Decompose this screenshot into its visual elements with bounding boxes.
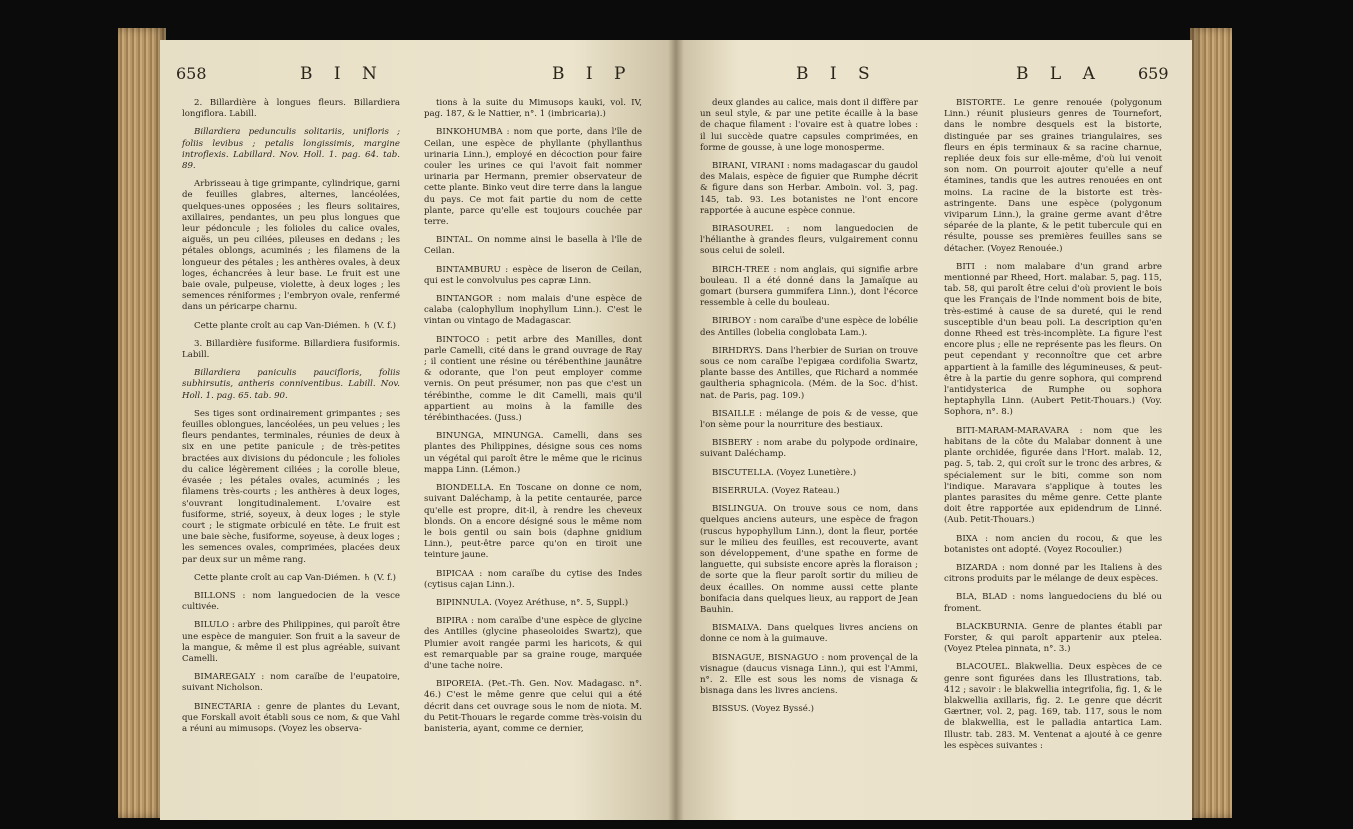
page-number: 659 (1138, 64, 1169, 83)
entry-paragraph: BIRIBOY : nom caraïbe d'une espèce de lobélie des Antilles (lobelia conglobata Lam.). (700, 316, 918, 338)
entry-paragraph: BINECTARIA : genre de plantes du Levant, que Forskall avoit établi sous ce nom, & que Vahl a réuni au mimusops. (Voyez les observa- (182, 701, 400, 734)
entry-paragraph: BITI-MARAM-MARAVARA : nom que les habitans de la côte du Malabar donnent à une plante orchidée, figurée dans l'Hort. malab. 12, pag. 5, tab. 2, qui croît sur le tronc des arbres, & spécialement sur le biti, comme son nom l'indique. Maravara s'applique à toutes les plantes parasites du même genre. Cette plante doit être rapportée aux epidendrum de Linné. (Aub. Petit-Thouars.) (944, 425, 1162, 526)
entry-paragraph: BISBERY : nom arabe du polypode ordinaire, suivant Daléchamp. (700, 438, 918, 460)
entry-paragraph: BIRCH-TREE : nom anglais, qui signifie arbre bouleau. Il a été donné dans la Jamaïque au gomart (bursera gummifera Linn.), dont l'écorce ressemble à celle du bouleau. (700, 264, 918, 309)
text-column (700, 98, 918, 723)
text-column (424, 98, 642, 742)
entry-paragraph: Arbrisseau à tige grimpante, cylindrique, garni de feuilles glabres, alternes, lancéolées, quelques-unes opposées ; les fleurs solitaires, axillaires, pendantes, un peu plus longues que leur pédoncule ; les folioles du calice ovales, aiguës, un peu ciliées, pileuses en dedans ; les pétales oblongs, acuminés ; les filamens de la longueur des pétales ; les anthères ovales, à deux loges, échancrées à leur base. Le fruit est une baie ovale, pulpeuse, violette, à deux loges ; les semences réniformes ; l'embryon ovale, renfermé dans un péricarpe charnu. (182, 179, 400, 313)
entry-paragraph: BIRANI, VIRANI : noms madagascar du gaudol des Malais, espèce de figuier que Rumphe décrit & figure dans son Herbar. Amboin. vol. 3, pag. 145, tab. 93. Les botanistes ne l'ont encore rapportée à aucune espèce connue. (700, 161, 918, 216)
entry-paragraph: BISTORTE. Le genre renouée (polygonum Linn.) réunit plusieurs genres de Tournefort, dans le nombre desquels est la bistorte, distinguée par ses graines triangulaires, ses fleurs en épis terminaux & sa racine charnue, repliée deux fois sur elle-même, d'où lui venoit son nom. On pourroit ajouter qu'elle a neuf étamines, tandis que les autres renouées en ont moins. La racine de la bistorte est très-astringente. Dans une espèce (polygonum viviparum Linn.), la graine germe avant d'être séparée de la plante, & le petit tubercule qui en résulte, pousse ses premières feuilles sans se détacher. (Voyez Renouée.) (944, 98, 1162, 254)
entry-paragraph: BINUNGA, MINUNGA. Camelli, dans ses plantes des Philippines, désigne sous ces noms un végétal qui paroît être le même que le ricinus mappa Linn. (Lémon.) (424, 431, 642, 475)
entry-paragraph: BIZARDA : nom donné par les Italiens à des citrons produits par le mélange de deux espèces. (944, 562, 1162, 585)
entry-paragraph: BISLINGUA. On trouve sous ce nom, dans quelques anciens auteurs, une espèce de fragon (ruscus hypophyllum Linn.), dont la fleur, portée sur le milieu des feuilles, est recouverte, avant son développement, d'une spathe en forme de languette, qui subsiste encore après la floraison ; de sorte que la fleur paroît sortir du milieu de deux écailles. On nomme aussi cette plante bonifacia dans quelques lieux, au rapport de Jean Bauhin. (700, 504, 918, 615)
entry-paragraph: BINTAL. On nomme ainsi le basella à l'île de Ceilan. (424, 235, 642, 257)
running-head: B L A (1016, 64, 1103, 84)
entry-paragraph: BISSUS. (Voyez Byssé.) (712, 704, 814, 715)
entry-paragraph: BLACKBURNIA. Genre de plantes établi par Forster, & qui paroît appartenir aux ptelea. (Voyez Ptelea pinnata, n°. 3.) (944, 621, 1162, 655)
entry-paragraph: BIMAREGALY : nom caraïbe de l'eupatoire, suivant Nicholson. (182, 672, 400, 694)
entry-paragraph: BINTAMBURU : espèce de liseron de Ceilan, qui est le convolvulus pes capræ Linn. (424, 264, 642, 286)
entry-paragraph: BITI : nom malabare d'un grand arbre mentionné par Rheed, Hort. malabar. 5, pag. 115, tab. 58, qui paroît être celui d'où provient le bois que les Français de l'Inde nomment bois de bite, très-estimé à cause de sa dureté, qui le rend susceptible d'un beau poli. La description qu'en donne Rheed est très-incomplète. La figure l'est encore plus ; elle ne représente pas les fleurs. On peut cependant y reconnoître que cet arbre appartient à la famille des légumineuses, & peut-être à la partie du genre sophora, qui comprend l'antidysterica de Rumphe ou sophora heptaphylla Linn. (Aubert Petit-Thouars.) (Voy. Sophora, n°. 8.) (944, 261, 1162, 418)
entry-paragraph: Cette plante croît au cap Van-Diémen. ♄ (V. f.) (194, 572, 397, 583)
entry-paragraph: BILLONS : nom languedocien de la vesce cultivée. (182, 590, 400, 613)
entry-paragraph: BIXA : nom ancien du rocou, & que les botanistes ont adopté. (Voyez Rocoulier.) (944, 533, 1162, 555)
running-head: B I N (300, 64, 385, 84)
entry-paragraph: BLA, BLAD : noms languedociens du blé ou froment. (944, 592, 1162, 614)
entry-paragraph: BISERRULA. (Voyez Rateau.) (712, 485, 840, 496)
entry-paragraph: BIPOREIA. (Pet.-Th. Gen. Nov. Madagasc. n°. 46.) C'est le même genre que celui qui a été décrit dans cet ouvrage sous le nom de niota. M. du Petit-Thouars le regarde comme très-voisin du banisteria, ayant, comme ce dernier, (424, 679, 642, 734)
entry-paragraph: BIRHDRYS. Dans l'herbier de Surian on trouve sous ce nom caraïbe l'epigæa cordifolia Swartz, plante basse des Antilles, que Richard a nommée gaultheria sphagnicola. (Mém. de la Soc. d'hist. nat. de Paris, pag. 109.) (700, 345, 918, 401)
right-page (676, 40, 1192, 820)
entry-paragraph: BISAILLE : mélange de pois & de vesse, que l'on sème pour la nourriture des bestiaux. (700, 408, 918, 431)
entry-paragraph: BIPINNULA. (Voyez Aréthuse, n°. 5, Suppl.) (436, 597, 629, 608)
entry-paragraph: BLACOUEL. Blakwellia. Deux espèces de ce genre sont figurées dans les Illustrations, tab. 412 ; savoir : le blakwellia integrifolia, fig. 1, & le blakwellia axillaris, fig. 2. Le genre que décrit Gærtner, vol. 2, pag. 169, tab. 117, sous le nom de blakwellia, est le palladia antartica Lam. Illustr. tab. 283. M. Ventenat a ajouté à ce genre les espèces suivantes : (944, 662, 1162, 751)
entry-paragraph: Cette plante croît au cap Van-Diémen. ♄ (V. f.) (194, 320, 397, 331)
entry-paragraph: BISMALVA. Dans quelques livres anciens on donne ce nom à la guimauve. (700, 623, 918, 645)
entry-paragraph: BILULO : arbre des Philippines, qui paroît être une espèce de manguier. Son fruit a la saveur de la mangue, & même il est plus agréable, suivant Camelli. (182, 620, 400, 664)
entry-paragraph: BINKOHUMBA : nom que porte, dans l'île de Ceilan, une espèce de phyllante (phyllanthus urinaria Linn.), employé en décoction pour faire couler les urines ce qui l'avoit fait nommer urinaria par Hermann, premier observateur de cette plante. Binko veut dire terre dans la langue du pays. Ce mot fait partie du nom de cette plante, parce qu'elle est toujours couchée par terre. (424, 127, 642, 228)
entry-paragraph: BISNAGUE, BISNAGUO : nom provençal de la visnague (daucus visnaga Linn.), qui est l'Ammi, n°. 2. Elle est sous les noms de visnaga & bisnaga dans les livres anciens. (700, 652, 918, 697)
entry-paragraph: BISCUTELLA. (Voyez Lunetière.) (712, 467, 857, 478)
entry-paragraph: deux glandes au calice, mais dont il diffère par un seul style, & par une petite écaille à la base de chaque filament : l'ovaire est à quatre lobes : il lui succède quatre capsules comprimées, en forme de gousse, à une loge monosperme. (700, 98, 918, 153)
left-page (160, 40, 676, 820)
right-page-header (676, 64, 1192, 86)
text-column (944, 98, 1162, 759)
book-gutter (668, 40, 684, 820)
entry-paragraph: BIONDELLA. En Toscane on donne ce nom, suivant Daléchamp, à la petite centaurée, parce qu'elle est propre, dit-il, à rendre les cheveux blonds. On a encore désigné sous le même nom le bois gentil ou sain bois (daphne gnidium Linn.), peut-être parce qu'on en tiroit une teinture jaune. (424, 483, 642, 561)
entry-paragraph: BINTOCO : petit arbre des Manilles, dont parle Camelli, cité dans le grand ouvrage de Ray ; il contient une résine ou térébenthine jaunâtre & odorante, que l'on peut employer comme vernis. On peut présumer, non pas que c'est un térébinthe, comme le dit Camelli, mais qu'il appartient au moins à la famille des térébinthacées. (Juss.) (424, 334, 642, 424)
running-head: B I P (552, 64, 634, 84)
entry-paragraph: 2. Billardière à longues fleurs. Billardiera longiflora. Labill. (182, 98, 400, 120)
entry-paragraph: Billardiera pedunculis solitariis, unifloris ; foliis levibus ; petalis longissimis, margine introflexis. Labillard. Nov. Holl. 1. pag. 64. tab. 89. (182, 127, 400, 172)
right-page-edges (1190, 28, 1232, 818)
entry-paragraph: Billardiera paniculis paucifloris, foliis subhirsutis, antheris conniventibus. Labill. Nov. Holl. 1. pag. 65. tab. 90. (182, 368, 400, 401)
page-number: 658 (176, 64, 207, 83)
entry-paragraph: Ses tiges sont ordinairement grimpantes ; ses feuilles oblongues, lancéolées, un peu velues ; les fleurs pendantes, terminales, réunies de deux à six en une petite panicule ; de très-petites bractées aux divisions du pédoncule ; les folioles du calice légèrement ciliées ; la corolle bleue, évasée ; les pétales ovales, acuminés ; les filamens très-courts ; les anthères à deux loges, s'ouvrant longitudinalement. L'ovaire est fusiforme, strié, soyeux, à deux loges ; le style court ; le stigmate orbiculé en tête. Le fruit est une baie sèche, fusiforme, soyeuse, à deux loges ; les semences ovales, comprimées, placées deux par deux sur un même rang. (182, 408, 400, 565)
text-column (182, 98, 400, 742)
left-page-edges (118, 28, 166, 818)
left-page-header (160, 64, 676, 86)
entry-paragraph: BINTANGOR : nom malais d'une espèce de calaba (calophyllum inophyllum Linn.). C'est le vintan ou vintago de Madagascar. (424, 294, 642, 327)
running-head: B I S (796, 64, 878, 84)
entry-paragraph: tions à la suite du Mimusops kauki, vol. IV, pag. 187, & le Nattier, n°. 1 (imbricaria).) (424, 98, 642, 120)
entry-paragraph: 3. Billardière fusiforme. Billardiera fusiformis. Labill. (182, 338, 400, 361)
entry-paragraph: BIPICAA : nom caraïbe du cytise des Indes (cytisus cajan Linn.). (424, 568, 642, 590)
entry-paragraph: BIPIRA : nom caraïbe d'une espèce de glycine des Antilles (glycine phaseoloides Swartz), que Plumier avoit rangée parmi les haricots, & qui est remarquable par sa graine rouge, marquée d'une tache noire. (424, 616, 642, 671)
entry-paragraph: BIRASOUREL : nom languedocien de l'hélianthe à grandes fleurs, vulgairement connu sous celui de soleil. (700, 224, 918, 257)
